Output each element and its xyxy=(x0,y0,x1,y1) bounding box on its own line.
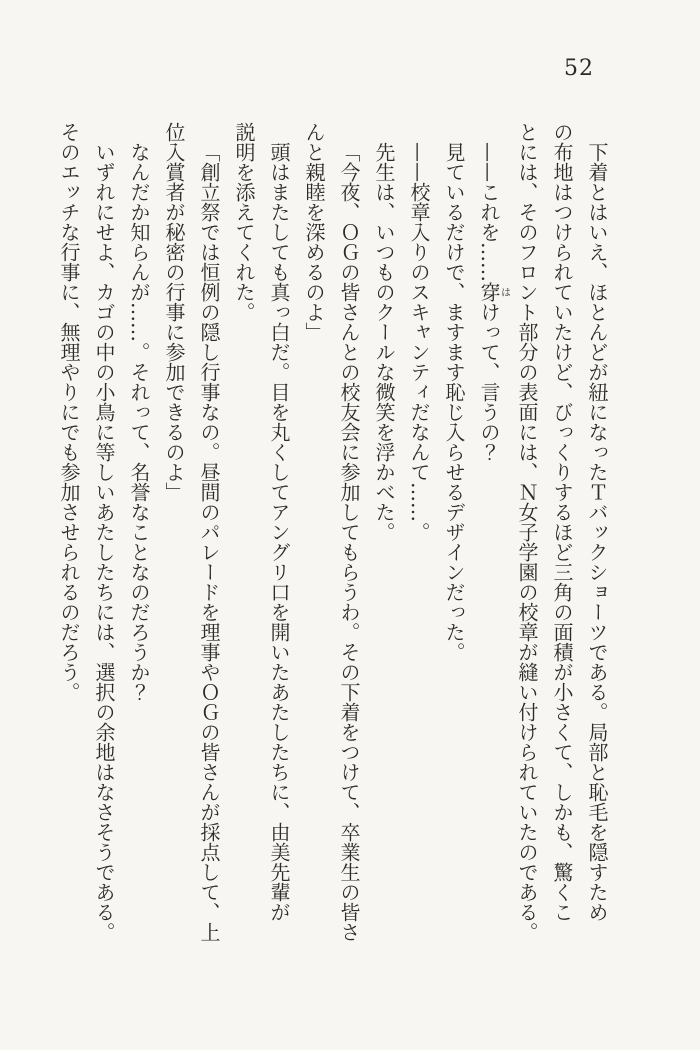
text-line: 頭はまたしても真っ白だ。目を丸くしてアングリ口を開いたあたしたちに、由美先輩が xyxy=(267,142,291,922)
text-line: ——これを……穿はけって、言うの？ xyxy=(477,142,510,462)
text-line: 見ているだけで、ますます恥じ入らせるデザインだった。 xyxy=(442,142,466,662)
text-line: の布地はつけられていたけど、びっくりするほど三角の面積が小さくて、しかも、驚くこ xyxy=(550,122,574,922)
paragraph xyxy=(156,122,226,1002)
text-line: 下着とはいえ、ほとんどが紐になったＴバックショーツである。局部と恥毛を隠すため xyxy=(585,142,609,922)
furigana-ruby: 穿は xyxy=(477,282,510,302)
paragraph xyxy=(296,122,366,1002)
text-line: んと親睦を深めるのよ」 xyxy=(302,122,326,342)
text-line: 位入賞者が秘密の行事に参加できるのよ」 xyxy=(162,122,186,502)
paragraph xyxy=(509,122,614,1002)
text-line: ——校章入りのスキャンティだなんて……。 xyxy=(407,142,431,542)
text-line: なんだか知らんが……。それって、名誉なことなのだろうか？ xyxy=(127,142,151,702)
paragraph xyxy=(226,122,296,1002)
text-line: 「今夜、ＯＧの皆さんとの校友会に参加してもらうわ。その下着をつけて、卒業生の皆さ xyxy=(337,142,361,942)
paragraph xyxy=(51,122,86,1002)
paragraph xyxy=(366,122,401,1002)
paragraph xyxy=(401,122,436,1002)
text-line: 先生は、いつものクールな微笑を浮かべた。 xyxy=(372,142,396,542)
text-line: いずれにせよ、カゴの中の小鳥に等しいあたしたちには、選択の余地はなさそうである。 xyxy=(92,142,116,942)
text-line: 「創立祭では恒例の隠し行事なの。昼間のパレードを理事やＯＧの皆さんが採点して、上 xyxy=(197,142,221,942)
paragraph xyxy=(436,122,471,1002)
text-line: とには、そのフロント部分の表面には、Ｎ女子学園の校章が縫い付けられていたのである。 xyxy=(515,122,539,942)
paragraph xyxy=(121,122,156,1002)
paragraph xyxy=(86,122,121,1002)
page-number: 52 xyxy=(564,56,594,81)
text-line: 説明を添えてくれた。 xyxy=(232,122,256,322)
text-block xyxy=(51,122,614,1002)
text-line: そのエッチな行事に、無理やりにでも参加させられるのだろう。 xyxy=(57,122,81,702)
paragraph xyxy=(471,122,509,1002)
